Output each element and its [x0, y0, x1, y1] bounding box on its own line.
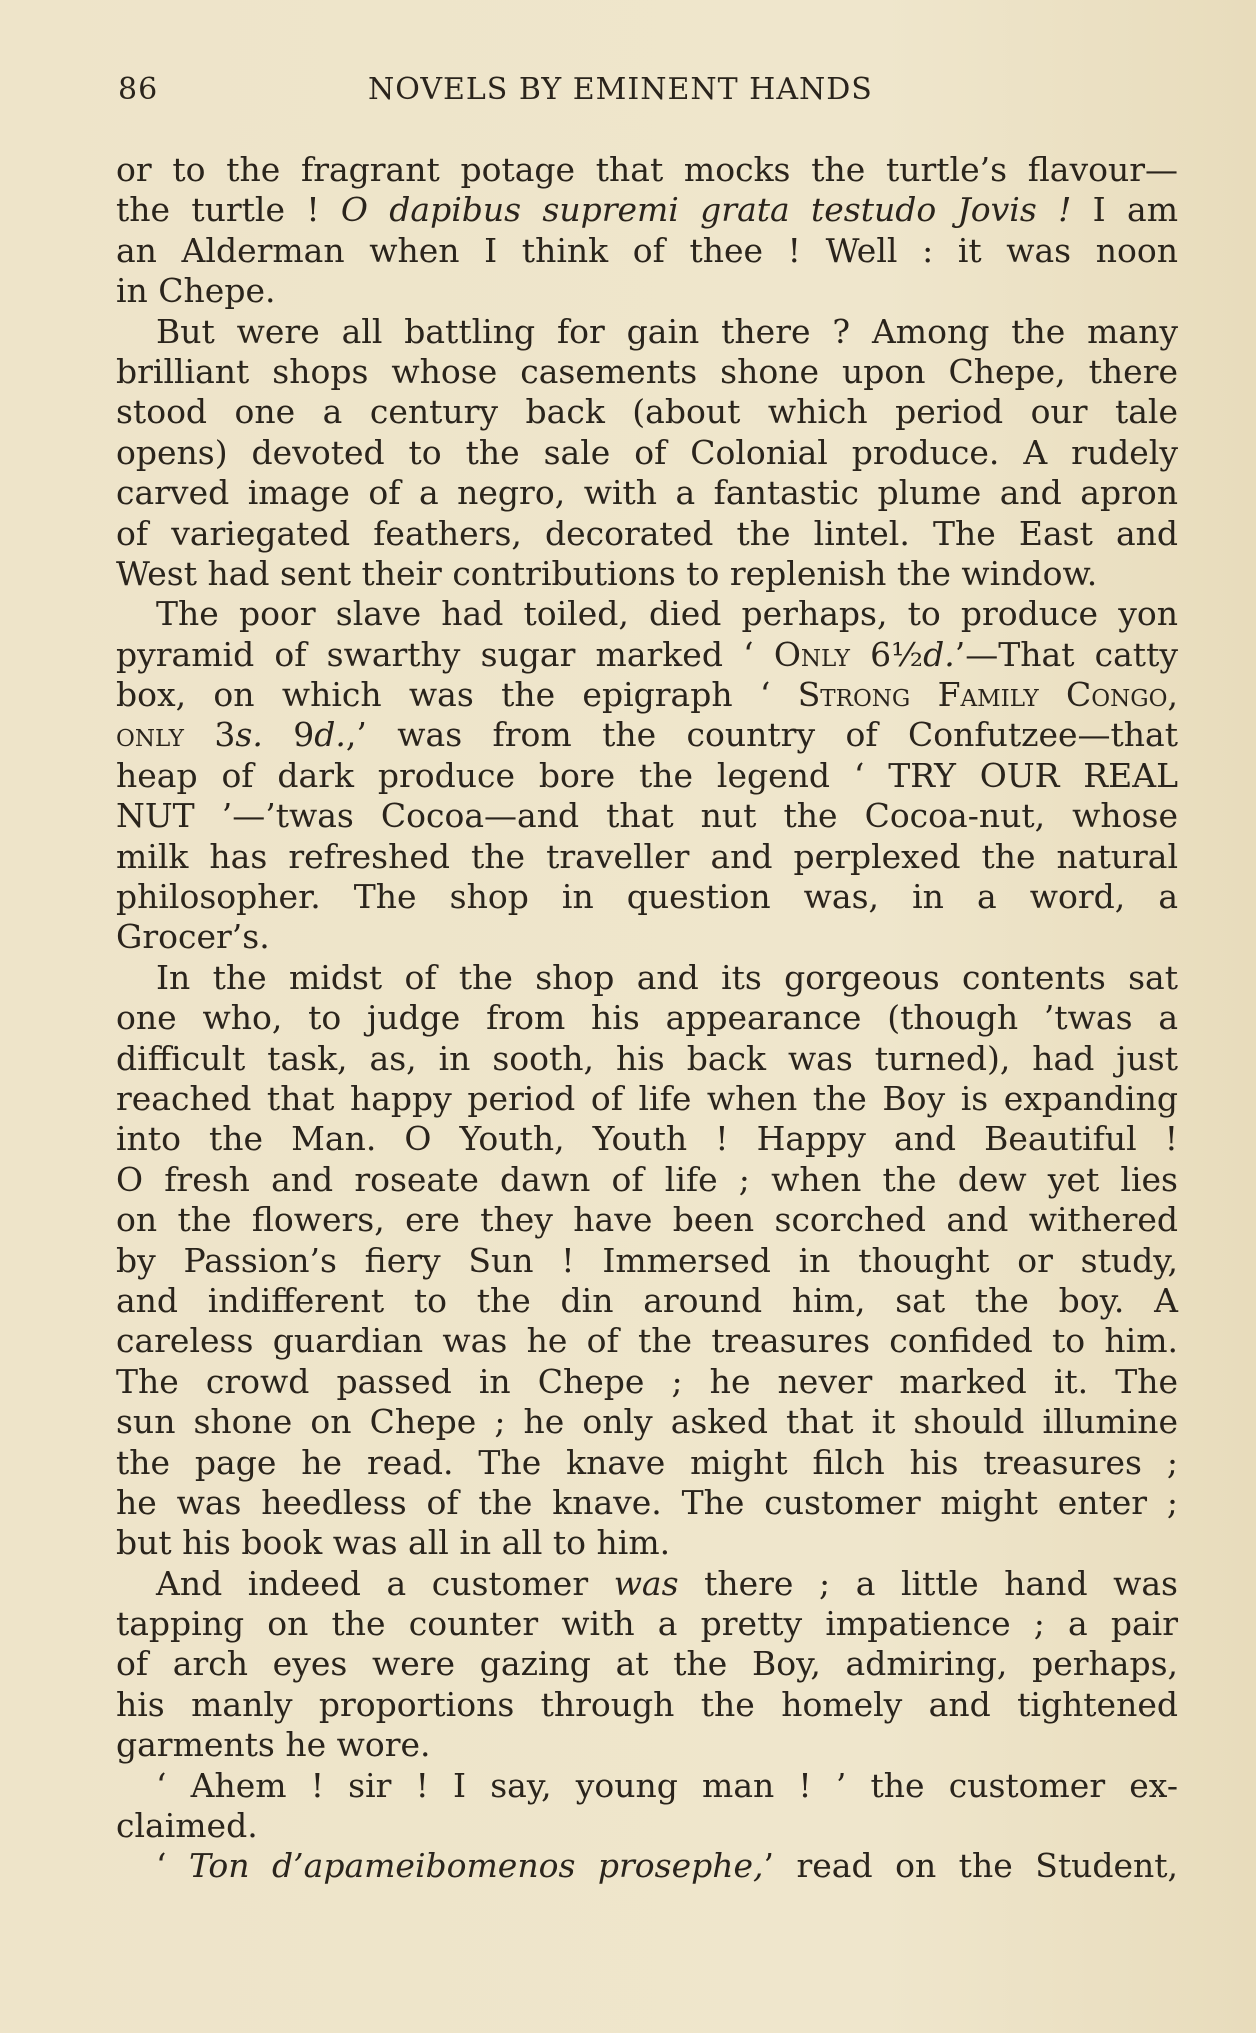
- text-segment: the turtle !: [116, 190, 341, 230]
- text-segment: but his book was all in all to him.: [116, 1523, 671, 1563]
- text-line: [116, 554, 1178, 594]
- text-line: [116, 877, 1178, 917]
- text-segment: NUT ’—’twas Cocoa—and that nut the Cocoa-nut, whose: [116, 796, 1178, 836]
- running-title: NOVELS BY EMINENT HANDS: [368, 72, 873, 107]
- text-segment: Strong Family Congo,: [797, 675, 1178, 715]
- text-segment: ‘: [156, 1846, 189, 1886]
- text-line: [116, 1725, 1178, 1765]
- text-line: [116, 756, 1178, 796]
- text-line: [116, 190, 1178, 230]
- text-line: [116, 150, 1178, 190]
- text-line: [116, 1604, 1178, 1644]
- text-line: [116, 392, 1178, 432]
- text-segment: or to the fragrant potage that mocks the turtle’s flavour—: [116, 150, 1178, 189]
- text-line: [116, 1685, 1178, 1725]
- page-number: 86: [118, 72, 159, 107]
- text-segment: sun shone on Chepe ; he only asked that it should illumine: [116, 1402, 1178, 1442]
- text-line: [116, 1806, 1178, 1846]
- text-segment: Grocer’s.: [116, 917, 270, 957]
- text-segment: of arch eyes were gazing at the Boy, admiring, perhaps,: [116, 1644, 1178, 1684]
- text-segment: by Passion’s fiery Sun ! Immersed in thought or study,: [116, 1240, 1178, 1280]
- text-segment: garments he wore.: [116, 1725, 431, 1765]
- text-segment: claimed.: [116, 1806, 258, 1846]
- text-line: [116, 1443, 1178, 1483]
- text-line: [116, 1483, 1178, 1523]
- text-segment: d.: [314, 715, 346, 755]
- text-line: [116, 796, 1178, 836]
- text-line: [116, 594, 1178, 634]
- text-segment: ,’ was from the country of Confutzee—that: [345, 715, 1178, 755]
- text-line: [116, 1200, 1178, 1240]
- text-segment: box, on which was the epigraph ‘: [116, 675, 798, 715]
- text-line: [116, 1402, 1178, 1442]
- text-segment: brilliant shops whose casements shone upon Chepe, there: [116, 351, 1178, 391]
- text-line: [116, 675, 1178, 715]
- text-segment: on the flowers, ere they have been scorched and withered: [116, 1200, 1178, 1240]
- text-segment: 9: [262, 715, 315, 755]
- text-segment: difficult task, as, in sooth, his back was turned), had just: [116, 1038, 1178, 1078]
- text-line: [116, 433, 1178, 473]
- text-line: [116, 1766, 1178, 1806]
- text-segment: he was heedless of the knave. The customer might enter ;: [116, 1482, 1178, 1522]
- text-line: [116, 917, 1178, 957]
- text-segment: opens) devoted to the sale of Colonial produce. A rudely: [116, 432, 1178, 472]
- text-segment: ‘ Ahem ! sir ! I say, young man ! ’ the customer ex-: [156, 1765, 1178, 1805]
- text-line: [116, 1362, 1178, 1402]
- text-segment: The poor slave had toiled, died perhaps, to produce yon: [156, 594, 1178, 634]
- text-line: [116, 958, 1178, 998]
- text-line: [116, 837, 1178, 877]
- text-line: [116, 1523, 1178, 1563]
- text-segment: pyramid of swarthy sugar marked ‘: [116, 634, 774, 674]
- text-line: [116, 715, 1178, 755]
- text-segment: Only: [773, 634, 850, 674]
- text-line: [116, 352, 1178, 392]
- text-segment: reached that happy period of life when the Boy is expanding: [116, 1078, 1178, 1118]
- text-line: [116, 1241, 1178, 1281]
- text-segment: in Chepe.: [116, 271, 276, 311]
- running-head: [118, 72, 1178, 122]
- text-line: [116, 635, 1178, 675]
- text-segment: d.: [923, 634, 955, 674]
- text-segment: carved image of a negro, with a fantastic plume and apron: [116, 473, 1178, 513]
- text-segment: Ton d’apameibomenos prosephe,: [188, 1846, 764, 1886]
- text-line: [116, 312, 1178, 352]
- text-segment: of variegated feathers, decorated the lintel. The East and: [116, 513, 1178, 553]
- text-line: [116, 1321, 1178, 1361]
- text-segment: was: [613, 1563, 679, 1603]
- text-line: [116, 1119, 1178, 1159]
- text-line: [116, 1039, 1178, 1079]
- text-line: [116, 1644, 1178, 1684]
- text-line: [116, 1846, 1178, 1886]
- text-segment: O fresh and roseate dawn of life ; when the dew yet lies: [116, 1159, 1178, 1199]
- text-line: [116, 514, 1178, 554]
- text-line: [116, 473, 1178, 513]
- text-segment: The crowd passed in Chepe ; he never marked it. The: [116, 1361, 1178, 1401]
- text-segment: his manly proportions through the homely and tightened: [116, 1684, 1178, 1724]
- body-text: [116, 150, 1178, 1887]
- text-segment: 3: [183, 715, 236, 755]
- text-segment: the page he read. The knave might filch his treasures ;: [116, 1442, 1178, 1482]
- text-segment: I am: [1071, 190, 1178, 230]
- text-segment: there ; a little hand was: [678, 1563, 1178, 1603]
- text-segment: stood one a century back (about which period our tale: [116, 392, 1178, 432]
- text-segment: ’ read on the Student,: [763, 1846, 1178, 1886]
- text-segment: heap of dark produce bore the legend ‘ TRY OUR REAL: [116, 755, 1178, 795]
- text-segment: an Alderman when I think of thee ! Well : it was noon: [116, 230, 1178, 270]
- text-segment: careless guardian was he of the treasures confided to him.: [116, 1321, 1178, 1361]
- text-segment: milk has refreshed the traveller and perplexed the natural: [116, 836, 1178, 876]
- text-line: [116, 271, 1178, 311]
- text-segment: O dapibus supremi grata testudo Jovis !: [340, 190, 1072, 230]
- text-line: [116, 231, 1178, 271]
- text-line: [116, 1079, 1178, 1119]
- text-segment: But were all battling for gain there ? Among the many: [156, 311, 1178, 351]
- text-segment: and indifferent to the din around him, sat the boy. A: [116, 1280, 1178, 1320]
- text-line: [116, 1564, 1178, 1604]
- text-line: [116, 998, 1178, 1038]
- text-line: [116, 1281, 1178, 1321]
- text-segment: one who, to judge from his appearance (though ’twas a: [116, 998, 1178, 1038]
- text-segment: 6½: [849, 634, 924, 674]
- text-segment: only: [116, 715, 184, 755]
- text-segment: s.: [235, 715, 263, 755]
- text-segment: In the midst of the shop and its gorgeous contents sat: [156, 957, 1178, 997]
- text-segment: West had sent their contributions to replenish the window.: [116, 553, 1098, 593]
- text-segment: into the Man. O Youth, Youth ! Happy and Beautiful !: [116, 1119, 1178, 1159]
- text-segment: philosopher. The shop in question was, in a word, a: [116, 877, 1178, 917]
- text-segment: ’—That catty: [954, 634, 1178, 674]
- text-line: [116, 1160, 1178, 1200]
- text-segment: tapping on the counter with a pretty impatience ; a pair: [116, 1604, 1178, 1644]
- text-segment: And indeed a customer: [156, 1563, 614, 1603]
